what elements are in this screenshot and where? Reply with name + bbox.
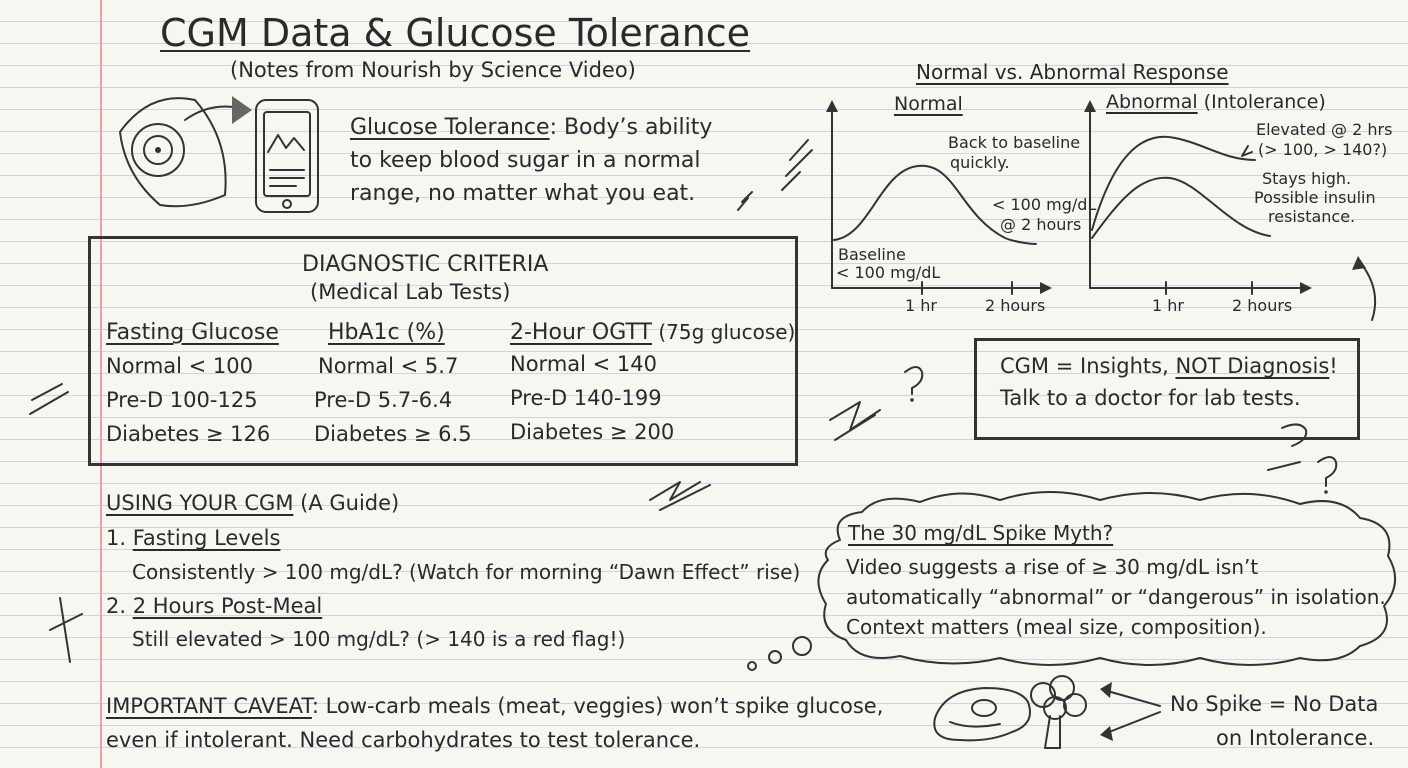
cgm-note-line-1 [1000,354,1338,378]
criteria-col-header-hba1c: HbA1c (%) [328,320,445,345]
definition-line-1 [350,115,712,140]
broccoli-icon [1031,676,1086,748]
normal-graph-label: Normal [894,93,963,115]
guide-item-2-text: Still elevated > 100 mg/dL? (> 140 is a red flag!) [132,627,626,651]
normal-note-2b: @ 2 hours [1000,215,1082,234]
cgm-note-pre: CGM = Insights, [1000,354,1176,378]
criteria-cell: Diabetes ≥ 6.5 [314,422,472,446]
definition-term: Glucose Tolerance [350,115,550,140]
guide-heading [106,491,399,515]
cgm-note-line-2: Talk to a doctor for lab tests. [1000,386,1301,410]
guide-item-1-title-text: Fasting Levels [132,526,281,550]
abnormal-tick-label: 2 hours [1232,296,1293,315]
criteria-col-header-ogtt [510,320,795,345]
cgm-sensor-icon [120,98,226,206]
criteria-cell: Pre-D 100-125 [106,388,258,412]
myth-line-1: Video suggests a rise of ≥ 30 mg/dL isn’t [846,555,1259,579]
myth-title: The 30 mg/dL Spike Myth? [848,521,1114,545]
abnormal-graph-label [1106,92,1326,114]
normal-tick-label: 1 hr [905,296,937,315]
normal-note-2a: < 100 mg/dL [992,195,1097,214]
response-heading: Normal vs. Abnormal Response [916,60,1229,84]
page-title: CGM Data & Glucose Tolerance [160,11,751,55]
criteria-subtitle: (Medical Lab Tests) [310,280,511,304]
criteria-cell: Normal < 140 [510,352,658,376]
criteria-title: DIAGNOSTIC CRITERIA [302,252,549,277]
guide-item-2-title-text: 2 Hours Post-Meal [132,594,323,618]
guide-heading-main: USING YOUR CGM [106,491,294,515]
guide-item-2-number: 2. [106,594,133,618]
abnormal-note-1b: (> 100, > 140?) [1258,140,1388,159]
ogtt-header-text: 2-Hour OGTT [510,320,652,345]
criteria-cell: Pre-D 140-199 [510,386,662,410]
cgm-note-post: ! [1329,354,1338,378]
caveat-line-1 [106,694,883,718]
abnormal-tick-label: 1 hr [1152,296,1184,315]
criteria-cell: Pre-D 5.7-6.4 [314,388,453,412]
thought-cloud-icon [748,492,1395,670]
guide-item-1-title [106,526,280,550]
caveat-text-1: : Low-carb meals (meat, veggies) won’t spike glucose, [311,694,884,718]
abnormal-label-note: (Intolerance) [1197,91,1326,113]
abnormal-note-2a: Stays high. [1262,169,1352,188]
normal-tick-label: 2 hours [985,296,1046,315]
myth-line-2: automatically “abnormal” or “dangerous” in isolation. [846,585,1386,609]
ogtt-header-note: (75g glucose) [652,320,796,344]
normal-baseline-1: Baseline [838,245,906,264]
caveat-label: IMPORTANT CAVEAT [106,694,312,718]
criteria-col-header-fasting: Fasting Glucose [106,320,279,345]
caveat-line-2: even if intolerant. Need carbohydrates to test tolerance. [106,728,701,752]
no-spike-line-2: on Intolerance. [1216,726,1375,750]
no-spike-line-1: No Spike = No Data [1170,692,1379,716]
criteria-cell: Diabetes ≥ 126 [106,422,271,446]
myth-line-3: Context matters (meal size, composition). [846,615,1267,639]
definition-line-3: range, no matter what you eat. [350,181,696,206]
guide-item-2-title [106,594,322,618]
guide-item-1-number: 1. [106,526,133,550]
definition-text-1: : Body’s ability [549,115,713,140]
normal-note-1b: quickly. [950,153,1010,172]
page-subtitle: (Notes from Nourish by Science Video) [230,58,636,82]
criteria-cell: Normal < 100 [106,354,254,378]
guide-heading-note: (A Guide) [293,491,400,515]
phone-app-icon [256,100,318,212]
criteria-cell: Normal < 5.7 [318,354,459,378]
double-arrow-icon [1100,682,1160,741]
steak-icon [934,688,1030,740]
normal-baseline-2: < 100 mg/dL [836,263,941,282]
abnormal-note-2b: Possible insulin [1254,188,1376,207]
normal-note-1a: Back to baseline [948,133,1081,152]
abnormal-note-2c: resistance. [1268,207,1356,226]
abnormal-label-text: Abnormal [1106,91,1198,113]
criteria-cell: Diabetes ≥ 200 [510,420,675,444]
guide-item-1-text: Consistently > 100 mg/dL? (Watch for morning “Dawn Effect” rise) [132,560,801,584]
abnormal-note-1a: Elevated @ 2 hrs [1256,120,1393,139]
definition-line-2: to keep blood sugar in a normal [350,148,701,173]
cgm-note-emphasis: NOT Diagnosis [1175,354,1330,378]
